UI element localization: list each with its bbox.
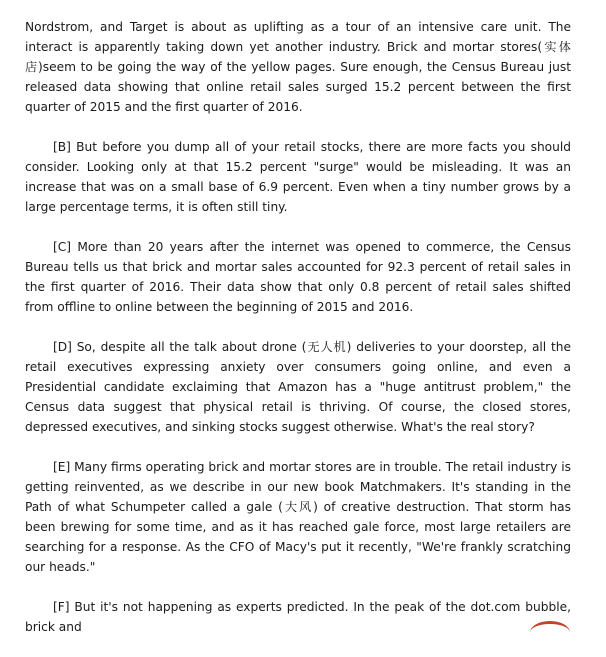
corner-watermark-mark — [530, 621, 570, 644]
paragraph-b: [B] But before you dump all of your retail stocks, there are more facts you should consider. Looking only at that 15.2 percent "surge" would be misleading. It was an increase that was on a small base of 6.9 percent. Even when a tiny number grows by a large percentage terms, it is often still tiny. — [25, 140, 571, 214]
paragraph-d: [D] So, despite all the talk about drone (无人机) deliveries to your doorstep, all the retail executives expressing anxiety over consumers going online, and even a Presidential candidate exclaiming that Amazon has a "huge antitrust problem," the Census data suggest that physical retail is thriving. Of course, the closed stores, depressed executives, and sinking stocks suggest otherwise. What's the real story? — [25, 340, 571, 434]
paragraph-f: [F] But it's not happening as experts predicted. In the peak of the dot.com bubble, brick and — [25, 600, 571, 634]
paragraph-e: [E] Many firms operating brick and mortar stores are in trouble. The retail industry is getting reinvented, as we describe in our new book Matchmakers. It's standing in the Path of what Schumpeter called a gale (大风) of creative destruction. That storm has been brewing for some time, and as it has reached gale force, most large retailers are searching for a response. As the CFO of Macy's put it recently, "We're frankly scratching our heads." — [25, 460, 571, 574]
paragraph-intro: Nordstrom, and Target is about as uplifting as a tour of an intensive care unit. The interact is apparently taking down yet another industry. Brick and mortar stores(实体店)seem to be going the way of the yellow pages. Sure enough, the Census Bureau just released data showing that online retail sales surged 15.2 percent between the first quarter of 2015 and the first quarter of 2016. — [25, 20, 571, 114]
paragraph-c: [C] More than 20 years after the internet was opened to commerce, the Census Bureau tells us that brick and mortar sales accounted for 92.3 percent of retail sales in the first quarter of 2016. Their data show that only 0.8 percent of retail sales shifted from offline to online between the beginning of 2015 and 2016. — [25, 240, 571, 314]
document-page — [25, 17, 571, 657]
